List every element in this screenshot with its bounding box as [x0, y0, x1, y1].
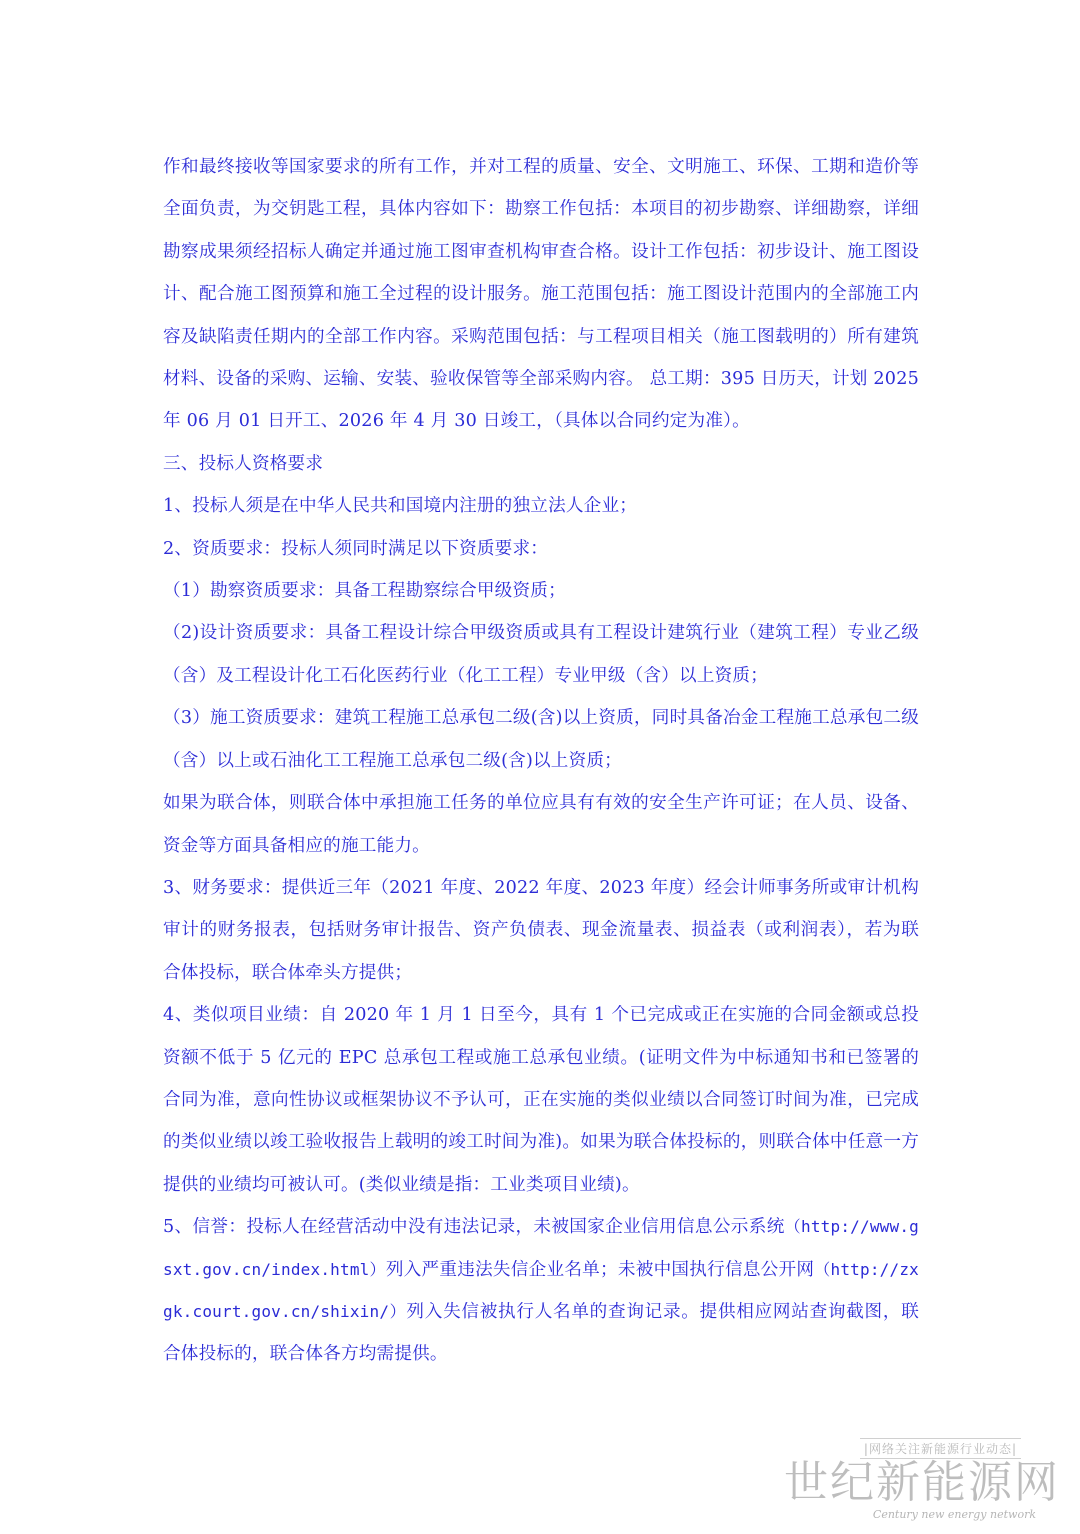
credit-url-zxgk: （http://zxgk.court.gov.cn/shixin/）	[163, 1259, 919, 1321]
watermark-english: Century new energy network	[872, 1508, 1036, 1521]
paragraph-item-2-3: （3）施工资质要求：建筑工程施工总承包二级(含)以上资质，同时具备冶金工程施工总承包二级（含）以上或石油化工工程施工总承包二级(含)以上资质；	[163, 708, 919, 771]
paragraph-item-2-2: （2)设计资质要求：具备工程设计综合甲级资质或具有工程设计建筑行业（建筑工程）专业乙级（含）及工程设计化工石化医药行业（化工工程）专业甲级（含）以上资质；	[163, 623, 919, 686]
paragraph-consortium: 如果为联合体，则联合体中承担施工任务的单位应具有有效的安全生产许可证；在人员、设备、资金等方面具备相应的施工能力。	[163, 793, 919, 856]
document-body	[163, 146, 919, 1376]
paragraph-scope: 作和最终接收等国家要求的所有工作，并对工程的质量、安全、文明施工、环保、工期和造价等全面负责，为交钥匙工程，具体内容如下：勘察工作包括：本项目的初步勘察、详细勘察，详细勘察成果须经招标人确定并通过施工图审查机构审查合格。设计工作包括：初步设计、施工图设计、配合施工图预算和施工全过程的设计服务。施工范围包括：施工图设计范围内的全部施工内容及缺陷责任期内的全部工作内容。采购范围包括：与工程项目相关（施工图载明的）所有建筑材料、设备的采购、运输、安装、验收保管等全部采购内容。 总工期：395 日历天，计划 2025 年 06 月 01 日开工、2026 年 4 月 30 日竣工，（具体以合同约定为准）。	[163, 157, 919, 432]
credit-url-gsxt: （http://www.gsxt.gov.cn/index.html）	[163, 1217, 919, 1279]
credit-end: 列入失信被执行人名单的查询记录。提供相应网站查询截图，联合体投标的，联合体各方均需提供。	[163, 1301, 919, 1365]
paragraph-item-2: 2、资质要求：投标人须同时满足以下资质要求：	[163, 538, 549, 559]
section-heading-qualifications: 三、投标人资格要求	[163, 453, 324, 474]
credit-line1: 5、信誉：投标人在经营活动中没有违法记录，未被国家企业信用信息公示系统	[163, 1217, 785, 1238]
watermark-logo	[784, 1438, 1066, 1528]
paragraph-item-1: 1、投标人须是在中华人民共和国境内注册的独立法人企业；	[163, 496, 638, 517]
paragraph-item-5	[163, 1206, 919, 1376]
watermark-name: 世纪新能源网	[784, 1457, 1060, 1508]
paragraph-item-4: 4、类似项目业绩：自 2020 年 1 月 1 日至今，具有 1 个已完成或正在实施的合同金额或总投资额不低于 5 亿元的 EPC 总承包工程或施工总承包业绩。(证明文件为中标通知书和已签署的合同为准，意向性协议或框架协议不予认可，正在实施的类似业绩以合同签订时间为准，已完成的类似业绩以竣工验收报告上载明的竣工时间为准)。如果为联合体投标的，则联合体中任意一方提供的业绩均可被认可。(类似业绩是指：工业类项目业绩)。	[163, 1005, 919, 1195]
paragraph-item-3: 3、财务要求：提供近三年（2021 年度、2022 年度、2023 年度）经会计师事务所或审计机构审计的财务报表，包括财务审计报告、资产负债表、现金流量表、损益表（或利润表），若为联合体投标，联合体牵头方提供；	[163, 877, 919, 983]
paragraph-item-2-1: （1）勘察资质要求：具备工程勘察综合甲级资质；	[163, 581, 566, 602]
credit-mid: 列入严重违法失信企业名单；未被中国执行信息公开网	[385, 1259, 815, 1280]
watermark-tagline: |网络关注新能源行业动态|	[860, 1438, 1021, 1459]
